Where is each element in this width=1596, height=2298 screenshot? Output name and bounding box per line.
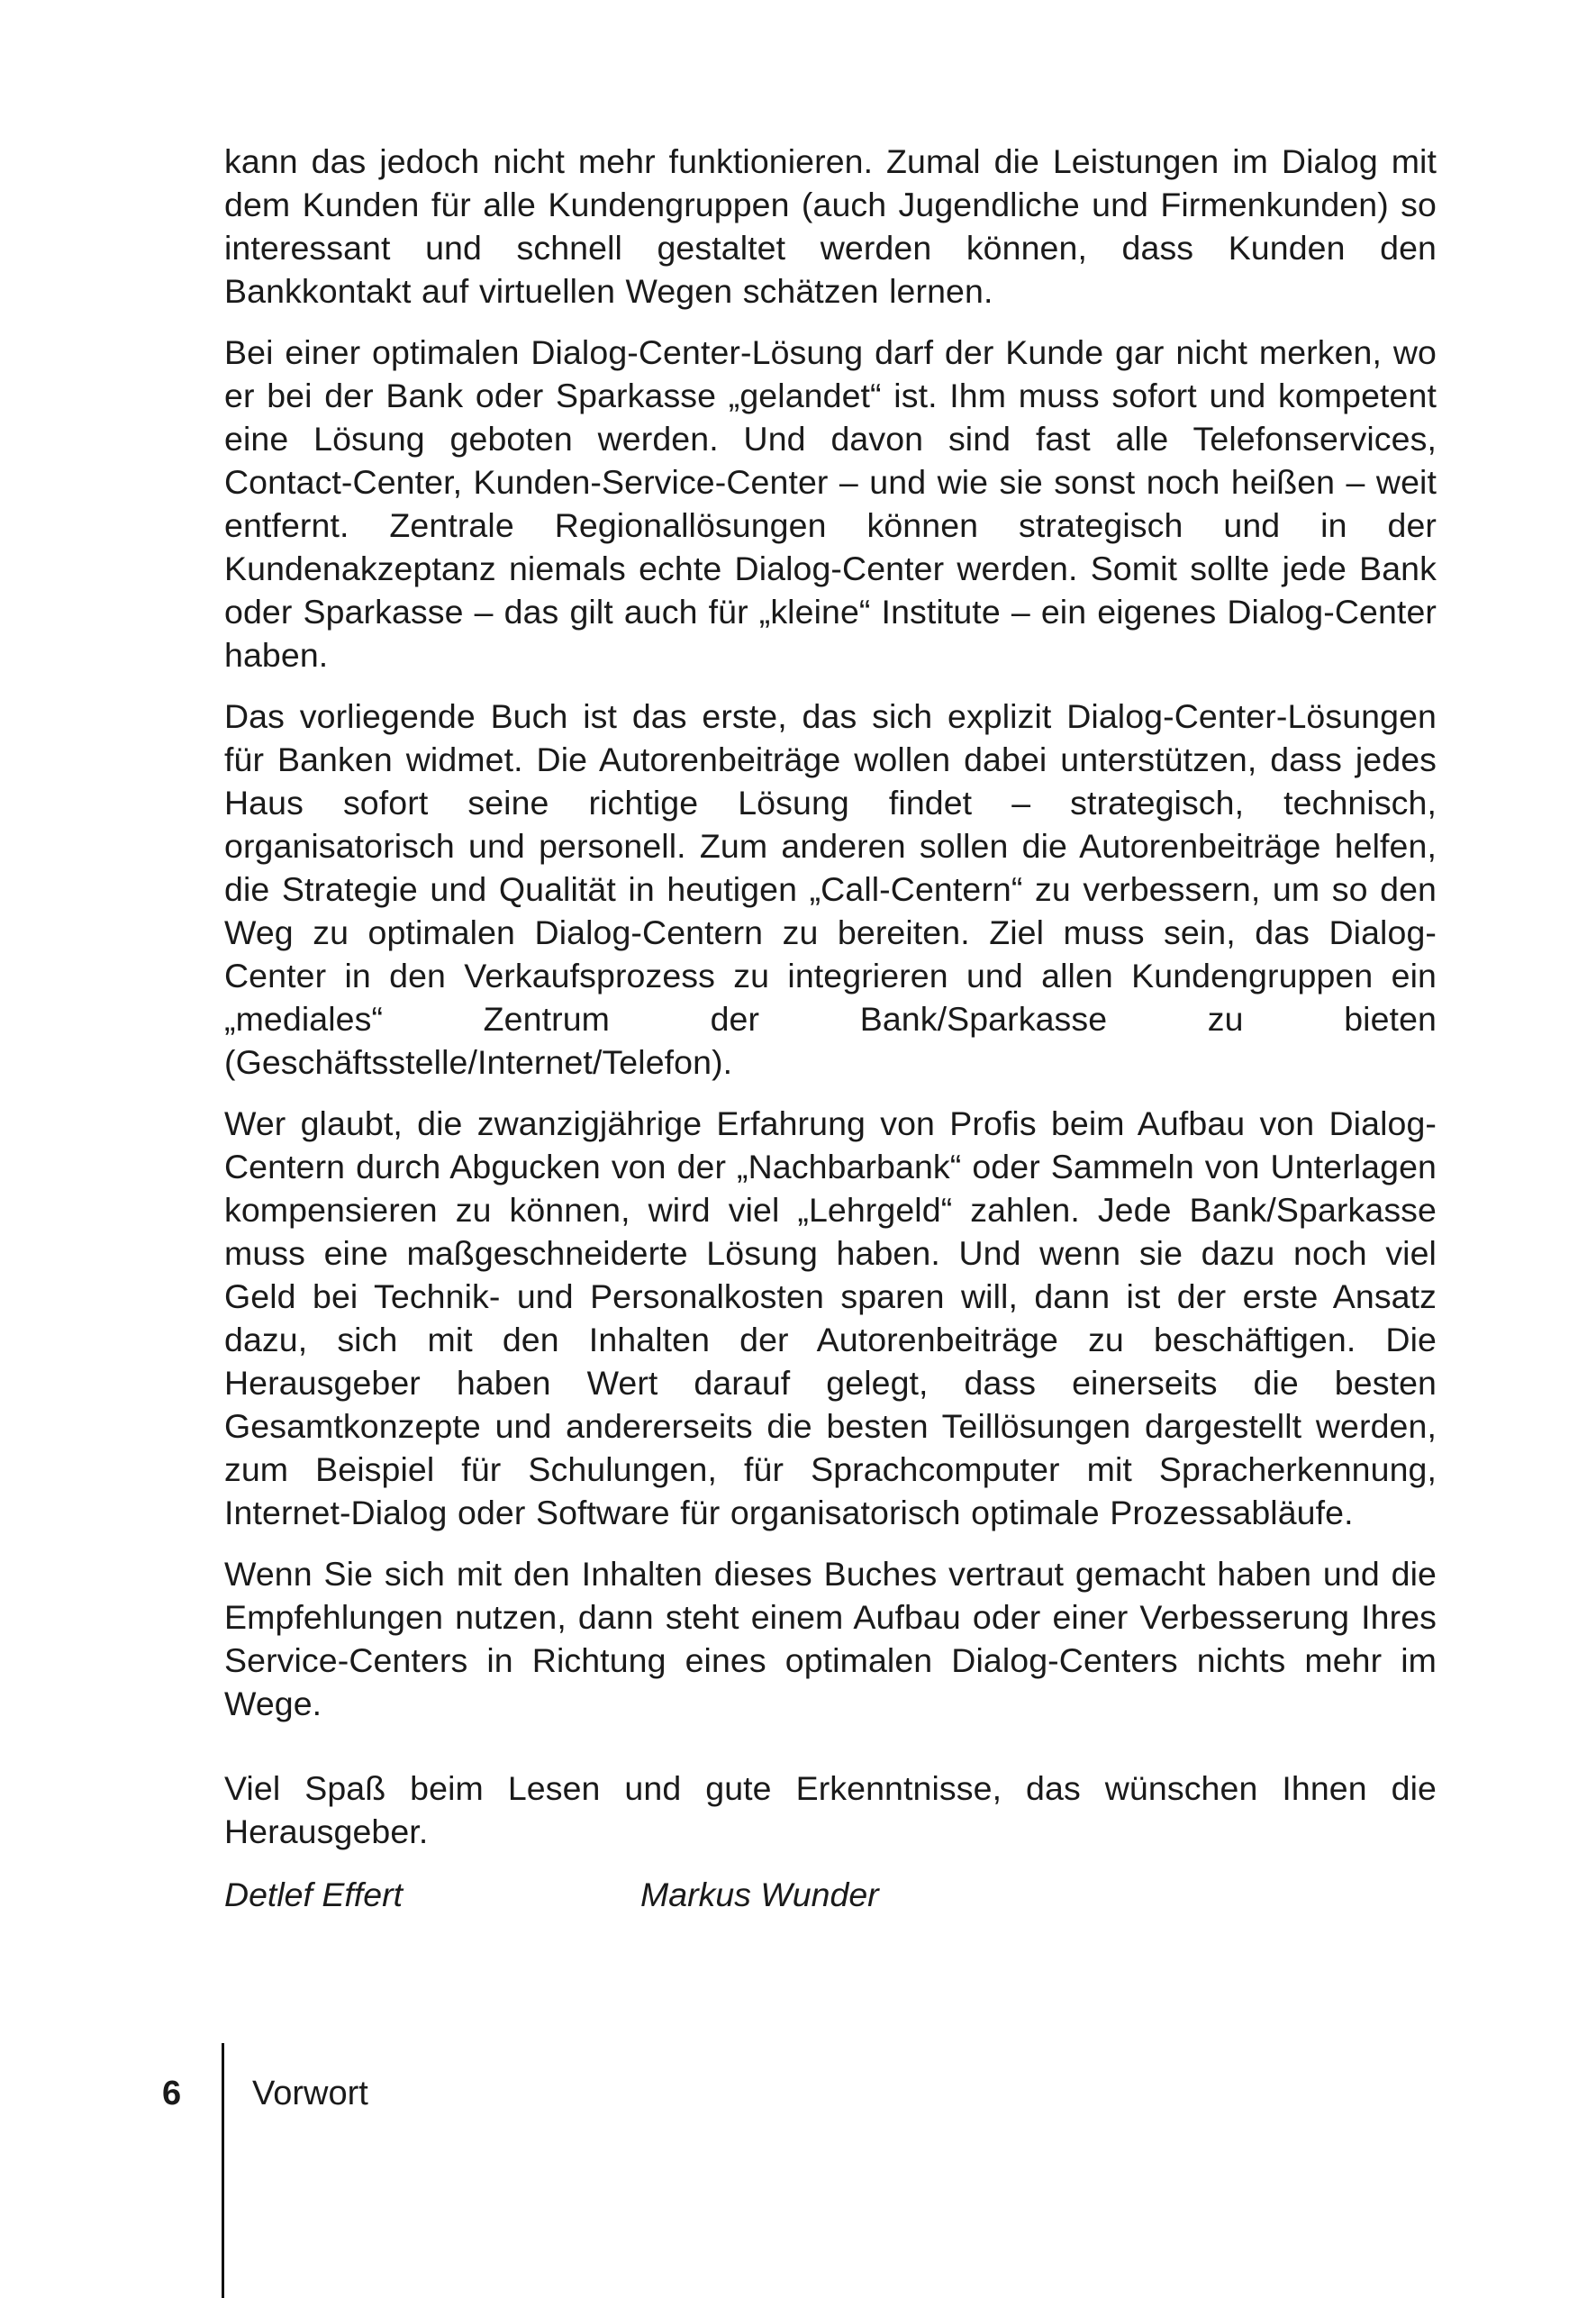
running-footer-title: Vorwort bbox=[252, 2075, 368, 2112]
paragraph-1: kann das jedoch nicht mehr funktionieren. Zumal die Leistungen im Dialog mit dem Kunden für alle Kundengruppen (auch Jugendliche und Firmenkunden) so interessant und schnell gestaltet werden können, dass Kunden den Bankkontakt auf virtuellen Wegen schätzen lernen. bbox=[224, 142, 1437, 310]
closing-paragraph: Viel Spaß beim Lesen und gute Erkenntnisse, das wünschen Ihnen die Herausgeber. bbox=[224, 1769, 1437, 1850]
footer-vertical-rule bbox=[222, 2043, 224, 2298]
body-text bbox=[224, 140, 1437, 1918]
paragraph-2: Bei einer optimalen Dialog-Center-Lösung darf der Kunde gar nicht merken, wo er bei der Bank oder Sparkasse „gelandet“ ist. Ihm muss sofort und kompetent eine Lösung geboten werden. Und davon sind fast alle Telefonservices, Contact-Center, Kunden-Service-Center – und wie sie sonst noch heißen – weit entfernt. Zentrale Regionallösungen können strategisch und in der Kundenakzeptanz niemals echte Dialog-Center werden. Somit sollte jede Bank oder Sparkasse – das gilt auch für „kleine“ Institute – ein eigenes Dialog-Center haben. bbox=[224, 333, 1437, 674]
editor-signatures bbox=[224, 1873, 1437, 1918]
paragraph-5: Wenn Sie sich mit den Inhalten dieses Buches vertraut gemacht haben und die Empfehlungen nutzen, dann steht einem Aufbau oder einer Verbesserung Ihres Service-Centers in Richtung eines optimalen Dialog-Centers nichts mehr im Wege. bbox=[224, 1555, 1437, 1722]
editor-name-2: Markus Wunder bbox=[640, 1876, 879, 1913]
editor-name-1: Detlef Effert bbox=[224, 1876, 403, 1913]
paragraph-3: Das vorliegende Buch ist das erste, das sich explizit Dialog-Center-Lösungen für Banken widmet. Die Autorenbeiträge wollen dabei unterstützen, dass jedes Haus sofort seine richtige Lösung findet – strategisch, technisch, organisatorisch und personell. Zum anderen sollen die Autorenbeiträge helfen, die Strategie und Qualität in heutigen „Call-Centern“ zu verbessern, um so den Weg zu optimalen Dialog-Centern zu bereiten. Ziel muss sein, das Dialog-Center in den Verkaufsprozess zu integrieren und allen Kundengruppen ein „mediales“ Zentrum der Bank/Sparkasse zu bieten (Geschäftsstelle/Internet/Telefon). bbox=[224, 697, 1437, 1081]
paragraph-4: Wer glaubt, die zwanzigjährige Erfahrung von Profis beim Aufbau von Dialog-Centern durch Abgucken von der „Nachbarbank“ oder Sammeln von Unterlagen kompensieren zu können, wird viel „Lehrgeld“ zahlen. Jede Bank/Sparkasse muss eine maßgeschneiderte Lösung haben. Und wenn sie dazu noch viel Geld bei Technik- und Personalkosten sparen will, dann ist der erste Ansatz dazu, sich mit den Inhalten der Autorenbeiträge zu beschäftigen. Die Herausgeber haben Wert darauf gelegt, dass einerseits die besten Gesamtkonzepte und andererseits die besten Teillösungen dargestellt werden, zum Beispiel für Schulungen, für Sprachcomputer mit Spracherkennung, Internet-Dialog oder Software für organisatorisch optimale Prozessabläufe. bbox=[224, 1104, 1437, 1531]
page-number: 6 bbox=[162, 2075, 182, 2112]
